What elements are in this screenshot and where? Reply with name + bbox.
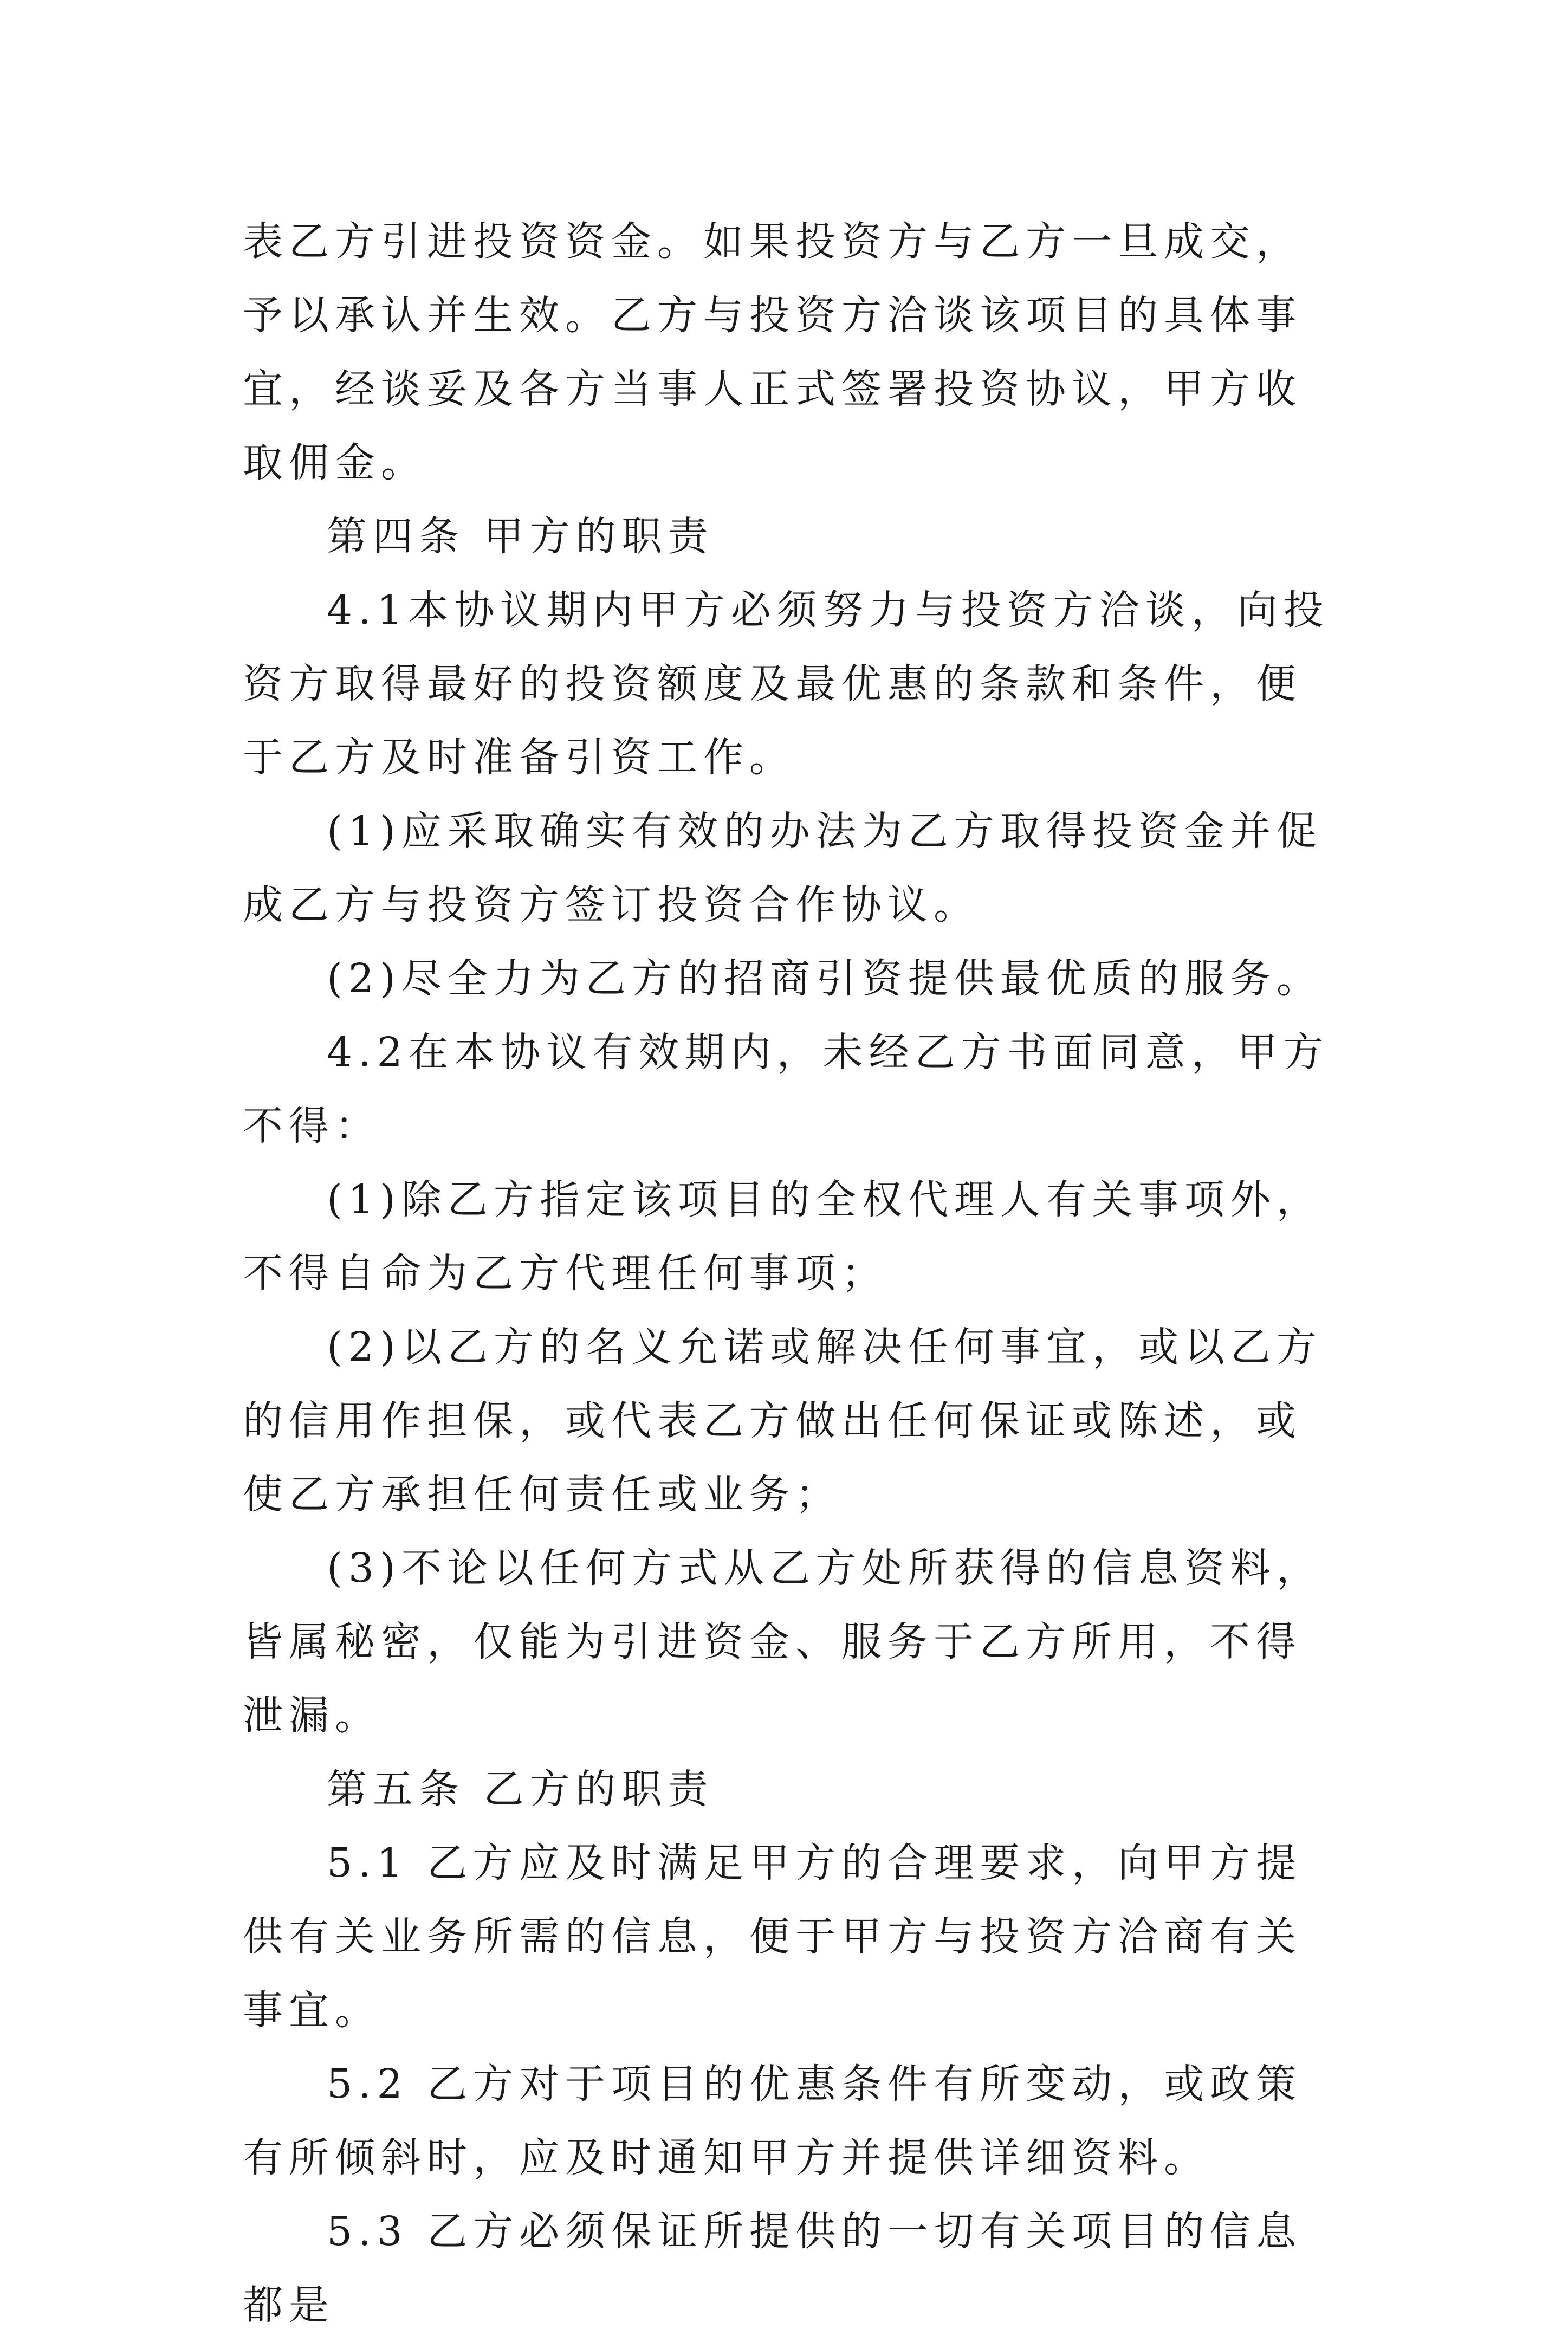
clause-4-2-item-3: (3)不论以任何方式从乙方处所获得的信息资料，皆属秘密，仅能为引进资金、服务于乙方所用，不得泄漏。 (243, 1545, 1323, 1739)
clause-4-2-item-2: (2)以乙方的名义允诺或解决任何事宜，或以乙方的信用作担保，或代表乙方做出任何保证或陈述，或使乙方承担任何责任或业务； (243, 1324, 1323, 1518)
clause-4-1-item-1: (1)应采取确实有效的办法为乙方取得投资金并促成乙方与投资方签订投资合作协议。 (243, 808, 1323, 928)
clause-4-1: 4.1本协议期内甲方必须努力与投资方洽谈，向投资方取得最好的投资额度及最优惠的条款和条件，便于乙方及时准备引资工作。 (243, 587, 1330, 781)
paragraph-continuation: 表乙方引进投资资金。如果投资方与乙方一旦成交，予以承认并生效。乙方与投资方洽谈该项目的具体事宜，经谈妥及各方当事人正式签署投资协议，甲方收取佣金。 (243, 218, 1302, 486)
document-body (243, 205, 1343, 2342)
clause-5-3: 5.3 乙方必须保证所提供的一切有关项目的信息都是 (243, 2208, 1303, 2328)
clause-4-2: 4.2在本协议有效期内，未经乙方书面同意，甲方不得： (243, 1029, 1330, 1149)
clause-4-1-item-2: (2)尽全力为乙方的招商引资提供最优质的服务。 (327, 955, 1323, 1002)
article-heading-5: 第五条 乙方的职责 (327, 1766, 714, 1813)
clause-4-2-item-1: (1)除乙方指定该项目的全权代理人有关事项外，不得自命为乙方代理任何事项； (243, 1176, 1323, 1297)
article-heading-4: 第四条 甲方的职责 (327, 513, 714, 560)
clause-5-1: 5.1 乙方应及时满足甲方的合理要求，向甲方提供有关业务所需的信息，便于甲方与投资方洽商有关事宜。 (243, 1840, 1303, 2034)
clause-5-2: 5.2 乙方对于项目的优惠条件有所变动，或政策有所倾斜时，应及时通知甲方并提供详细资料。 (243, 2061, 1303, 2181)
